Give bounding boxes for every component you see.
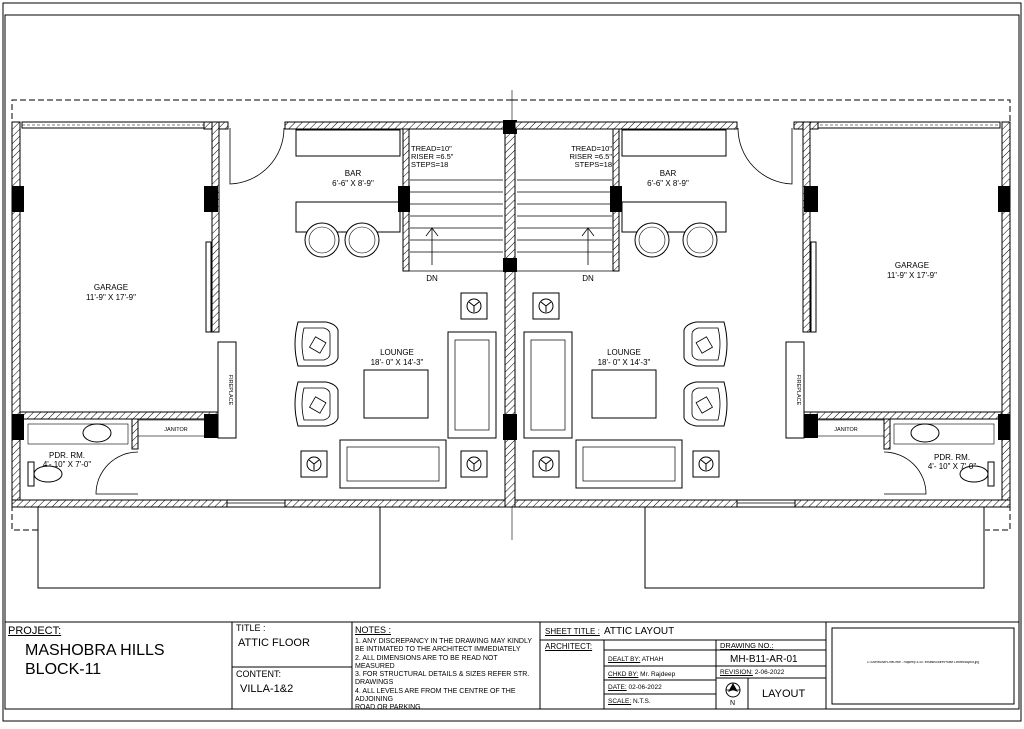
north-arrow-icon: [726, 683, 740, 697]
fireplace-right-label: FIREPLACE: [795, 374, 801, 406]
revision-row: [720, 669, 784, 676]
stair-left-dn: DN: [426, 274, 438, 283]
drawing-no-value: MH-B11-AR-01: [730, 654, 798, 665]
sheet-title-label: SHEET TITLE :: [545, 627, 600, 636]
stair-right-tread: TREAD=10": [571, 144, 612, 153]
pdr-right-name: PDR. RM.: [934, 453, 970, 462]
dealt-by-row: [608, 656, 663, 663]
note-line: ROAD OR PARKING: [355, 704, 421, 712]
note-line: ADJOINING: [355, 696, 394, 704]
chkd-by-row: [608, 671, 675, 678]
bar-left-size: 6'-6" X 8'-9": [332, 179, 374, 188]
fireplace-left-label: FIREPLACE: [227, 374, 233, 406]
notes-label: NOTES :: [355, 625, 392, 635]
note-line: 3. FOR STRUCTURAL DETAILS & SIZES REFER STR.: [355, 671, 530, 679]
stair-left-steps: STEPS=18: [411, 160, 449, 169]
pdr-right-size: 4'- 10" X 7'-0": [927, 462, 977, 471]
lounge-right-name: LOUNGE: [607, 348, 641, 357]
note-line: BE INTIMATED TO THE ARCHITECT IMMEDIATELY: [355, 646, 521, 654]
lounge-left-name: LOUNGE: [380, 348, 414, 357]
scale-row: [608, 698, 651, 705]
pdr-left-name: PDR. RM.: [49, 451, 85, 460]
villa-right: [515, 122, 1010, 507]
janitor-left-label: JANITOR: [164, 427, 188, 433]
note-line: 1. ANY DISCREPANCY IN THE DRAWING MAY KINDLY: [355, 638, 532, 645]
content-value: VILLA-1&2: [240, 683, 294, 695]
dealt-by-value: ATHAH: [641, 656, 664, 663]
project-label: PROJECT:: [8, 625, 62, 637]
content-label: CONTENT:: [236, 669, 281, 679]
bar-left-name: BAR: [344, 169, 362, 178]
revision-label: REVISION:: [720, 669, 753, 676]
date-row: [608, 684, 662, 691]
title-value: ATTIC FLOOR: [238, 637, 310, 649]
bar-right-size: 6'-6" X 8'-9": [647, 179, 689, 188]
chkd-by-label: CHKD BY:: [608, 671, 639, 678]
garage-left-name: GARAGE: [93, 283, 129, 292]
dealt-by-label: DEALT BY:: [608, 656, 641, 663]
revision-value: 2-06-2022: [754, 669, 785, 676]
stair-right-steps: STEPS=18: [574, 160, 612, 169]
pdr-left-size: 4'- 10" X 7'-0": [42, 460, 92, 469]
title-label: TITLE :: [236, 623, 266, 633]
stair-left-tread: TREAD=10": [411, 144, 452, 153]
architect-label: ARCHITECT:: [545, 642, 593, 651]
stair-right-riser: RISER =6.5": [569, 152, 612, 161]
note-line: 2. ALL DIMENSIONS ARE TO BE READ NOT MEASURED: [355, 654, 498, 670]
chkd-by-value: Mr. Rajdeep: [640, 671, 676, 678]
layout-label: LAYOUT: [762, 688, 806, 700]
lounge-right-size: 18'- 0" X 14'-3": [597, 358, 651, 367]
lounge-left-size: 18'- 0" X 14'-3": [370, 358, 424, 367]
note-line: 4. ALL LEVELS ARE FROM THE CENTRE OF THE: [355, 687, 516, 695]
project-name-line1: MASHOBRA HILLS: [25, 642, 165, 659]
date-value: 02-06-2022: [628, 684, 662, 691]
notes-list: [355, 638, 539, 713]
date-label: DATE:: [608, 684, 627, 691]
scale-label: SCALE:: [608, 698, 632, 705]
stair-right-dn: DN: [582, 274, 594, 283]
garage-right-size: 11'-9" X 17'-9": [887, 271, 937, 280]
stair-left-riser: RISER =6.5": [411, 152, 454, 161]
project-name-line2: BLOCK-11: [25, 661, 102, 678]
janitor-right-label: JANITOR: [834, 427, 858, 433]
garage-right-name: GARAGE: [894, 261, 930, 270]
bar-right-name: BAR: [659, 169, 677, 178]
note-line: DRAWINGS: [355, 679, 394, 687]
file-path-text: C:\Users\user\OneDrive - Rajdeep & co. Infrastructure\Phase Limited\layout.jpg: [867, 661, 979, 664]
north-label: N: [730, 700, 736, 707]
villa-left: [12, 122, 505, 507]
garage-left-size: 11'-9" X 17'-9": [86, 293, 136, 302]
sheet-title-value: ATTIC LAYOUT: [604, 626, 675, 637]
drawing-no-label: DRAWING NO.:: [720, 641, 774, 650]
scale-value: N.T.S.: [632, 698, 651, 705]
